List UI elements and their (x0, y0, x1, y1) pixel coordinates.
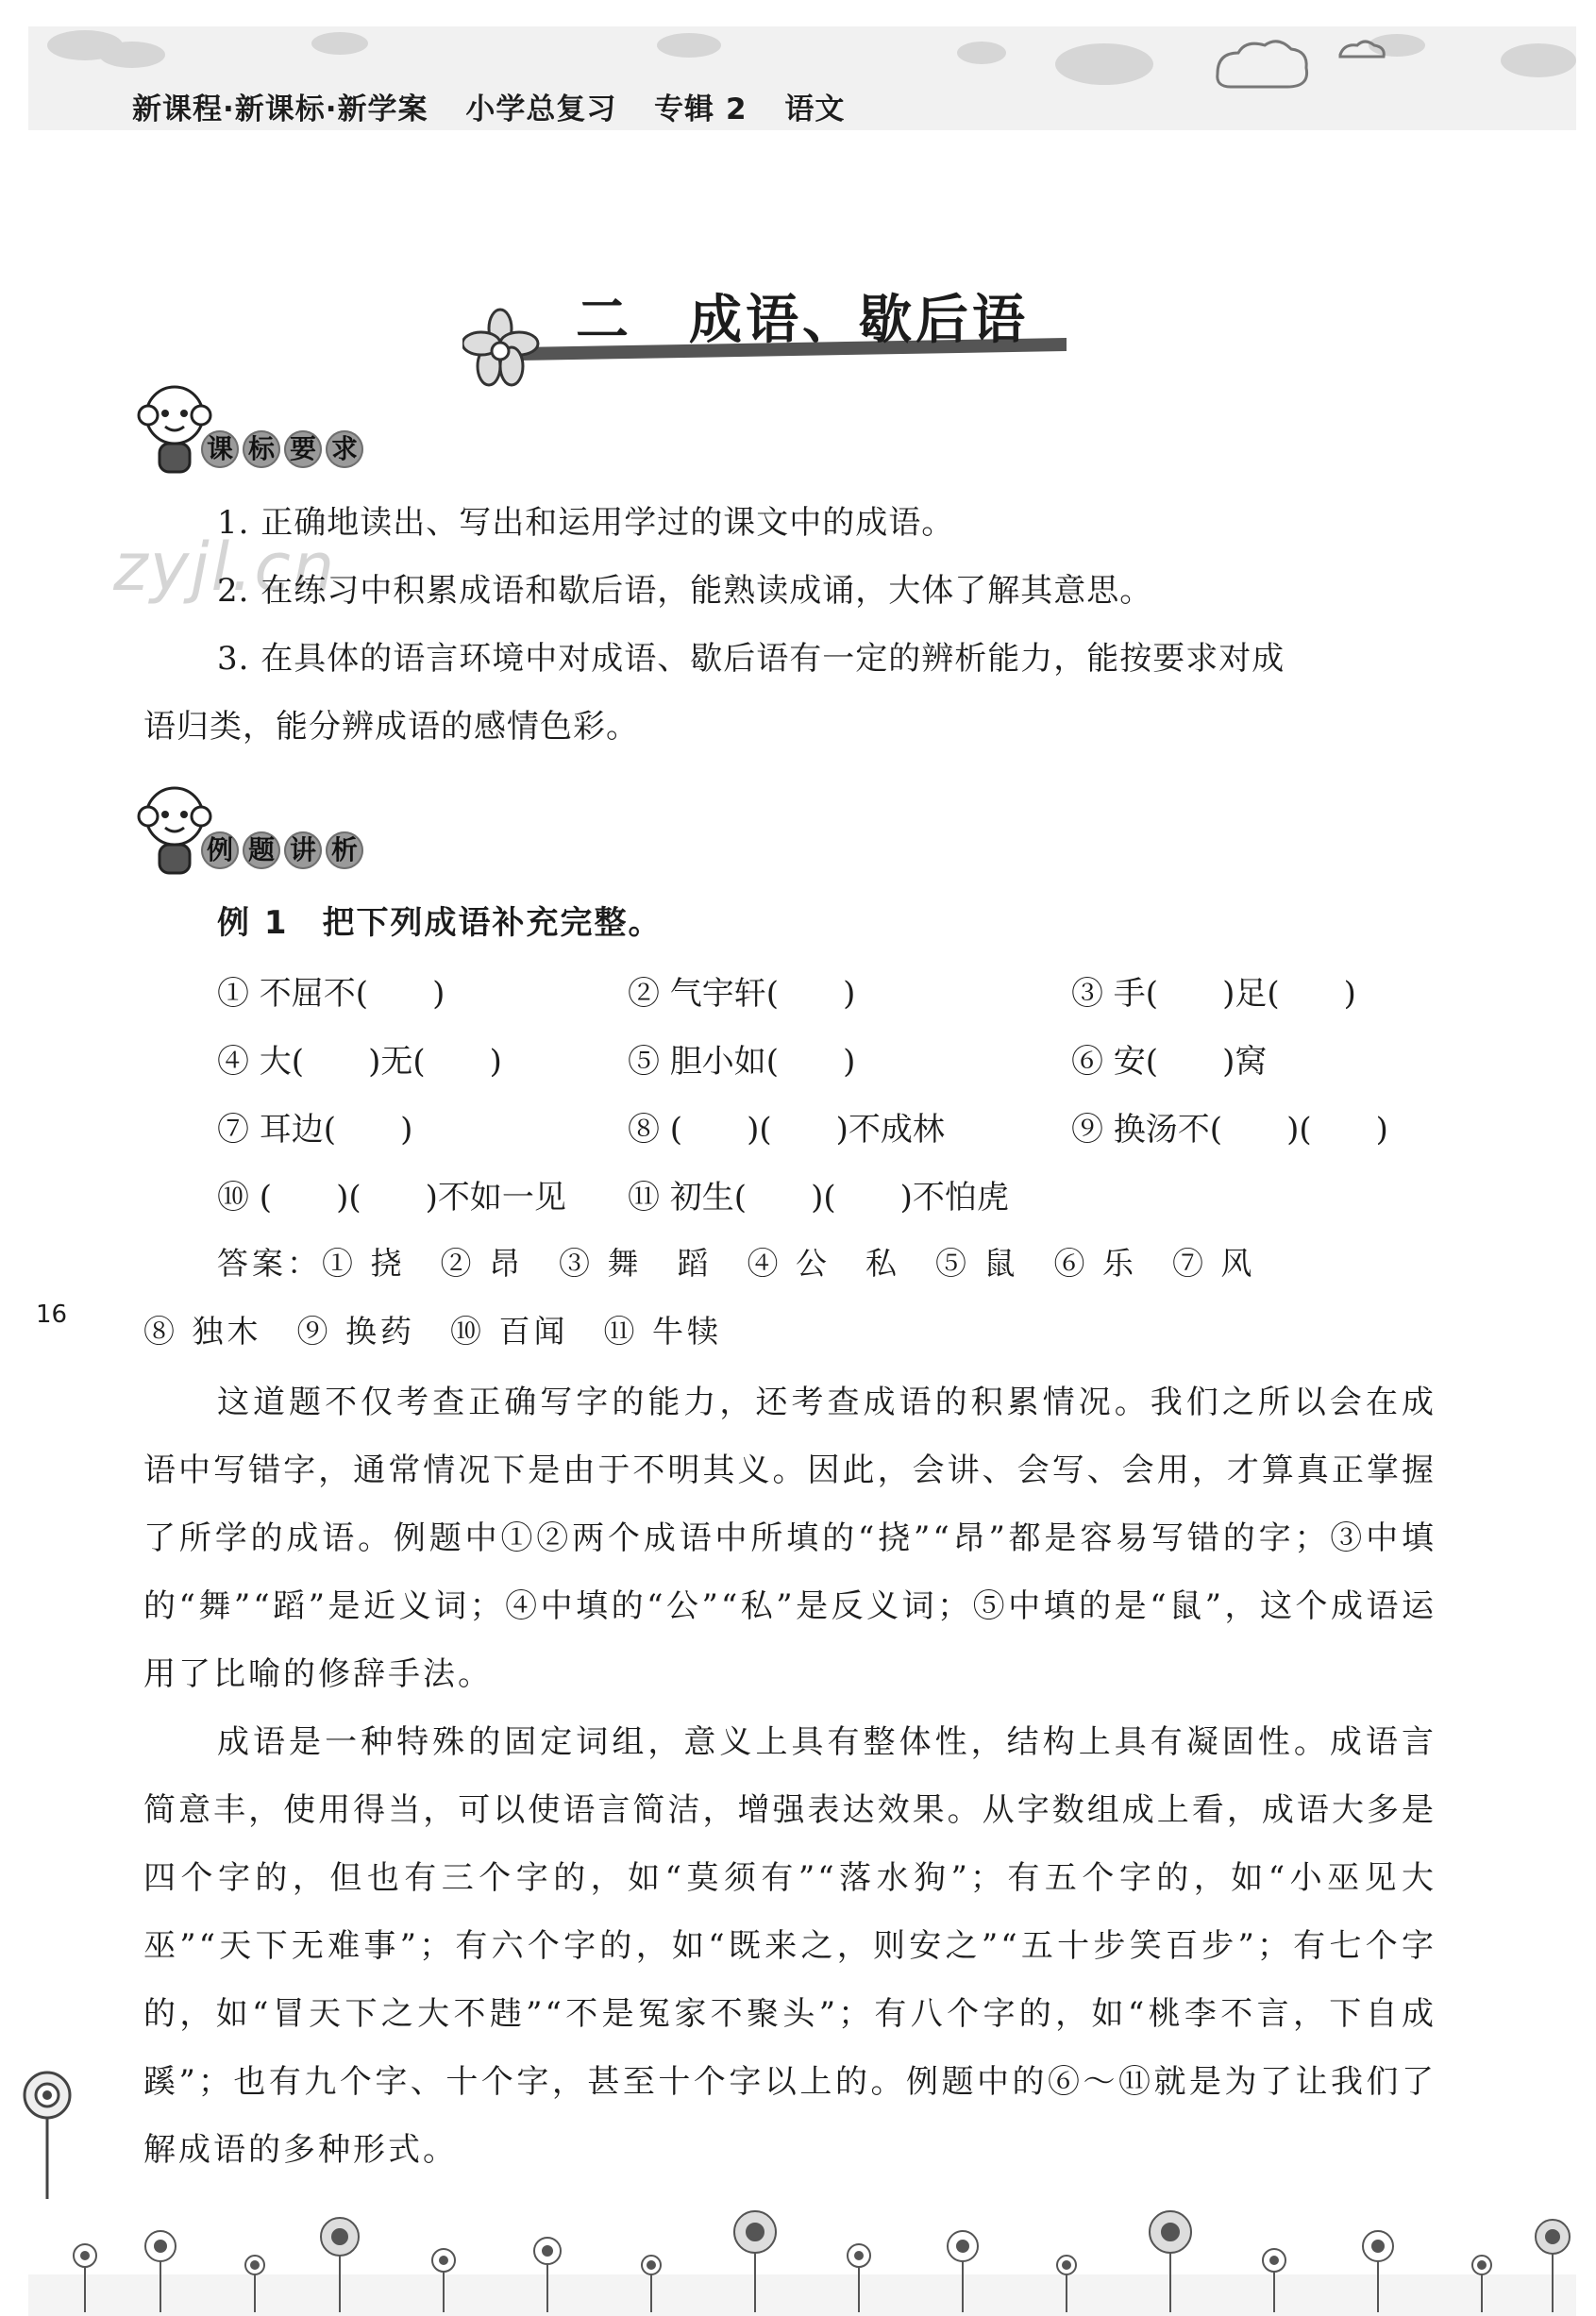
exercise-item: ① 不屈不( ) (217, 975, 445, 1013)
exercise-item: ⑨ 换汤不( )( ) (1071, 1111, 1388, 1149)
exercise-item: ⑤ 胆小如( ) (628, 1043, 856, 1081)
exercise-item: ⑧ ( )( )不成林 (628, 1111, 945, 1149)
requirement-item-2: 2. 在练习中积累成语和歇后语，能熟读成诵，大体了解其意思。 (217, 572, 1153, 610)
volume-label: 专辑 2 (654, 92, 748, 126)
example-title: 例 1 把下列成语补充完整。 (217, 904, 663, 942)
book-title: 小学总复习 (465, 92, 617, 126)
exercise-item: ② 气宇轩( ) (628, 975, 856, 1013)
section-header-requirements (137, 378, 392, 481)
section-header-examples (137, 779, 392, 882)
exercise-item: ⑪ 初生( )( )不怕虎 (628, 1179, 1009, 1217)
footer-flower-border (28, 2190, 1576, 2316)
watermark: zyjl.cn (113, 529, 337, 606)
explanation-paragraph-1: 这道题不仅考查正确写字的能力，还考查成语的积累情况。我们之所以会在成语中写错字，通常情况下是由于不明其义。因此，会讲、会写、会用，才算真正掌握了所学的成语。例题中①②两个成语中所填的“挠”“昂”都是容易写错的字；③中填的“舞”“蹈”是近义词；④中填的“公”“私”是反义词；⑤中填的是“鼠”，这个成语运用了比喻的修辞手法。 (143, 1384, 1436, 1693)
exercise-item: ④ 大( )无( ) (217, 1043, 502, 1081)
answer-line-2: ⑧ 独木 ⑨ 换药 ⑩ 百闻 ⑪ 牛犊 (143, 1313, 722, 1350)
margin-flower-icon (21, 2067, 77, 2199)
requirement-item-3-cont: 语归类，能分辨成语的感情色彩。 (143, 708, 639, 746)
requirement-item-3: 3. 在具体的语言环境中对成语、歇后语有一定的辨析能力，能按要求对成 (217, 640, 1285, 678)
answer-line-1: 答案：① 挠 ② 昂 ③ 舞 蹈 ④ 公 私 ⑤ 鼠 ⑥ 乐 ⑦ 风 (217, 1245, 1256, 1282)
chapter-title: 二 成语、歇后语 (576, 290, 1029, 351)
exercise-item: ③ 手( )足( ) (1071, 975, 1356, 1013)
exercise-item: ⑩ ( )( )不如一见 (217, 1179, 566, 1217)
subject-label: 语文 (784, 92, 846, 126)
series-name: 新课程·新课标·新学案 (132, 92, 428, 126)
explanation-paragraph-2: 成语是一种特殊的固定词组，意义上具有整体性，结构上具有凝固性。成语言简意丰，使用得当，可以使语言简洁，增强表达效果。从字数组成上看，成语大多是四个字的，但也有三个字的，如“莫须有”“落水狗”；有五个字的，如“小巫见大巫”“天下无难事”；有六个字的，如“既来之，则安之”“五十步笑百步”；有七个字的，如“冒天下之大不韪”“不是冤家不聚头”；有八个字的，如“桃李不言，下自成蹊”；也有九个字、十个字，甚至十个字以上的。例题中的⑥～⑪就是为了让我们了解成语的多种形式。 (143, 1723, 1436, 2169)
running-header (132, 85, 871, 127)
page-number: 16 (36, 1301, 68, 1329)
requirement-item-1: 1. 正确地读出、写出和运用学过的课文中的成语。 (217, 504, 955, 542)
section-label-examples: 例 题 讲 析 (201, 831, 363, 869)
section-label-requirements: 课 标 要 求 (201, 430, 363, 468)
exercise-item: ⑥ 安( )窝 (1071, 1043, 1268, 1081)
exercise-item: ⑦ 耳边( ) (217, 1111, 413, 1149)
